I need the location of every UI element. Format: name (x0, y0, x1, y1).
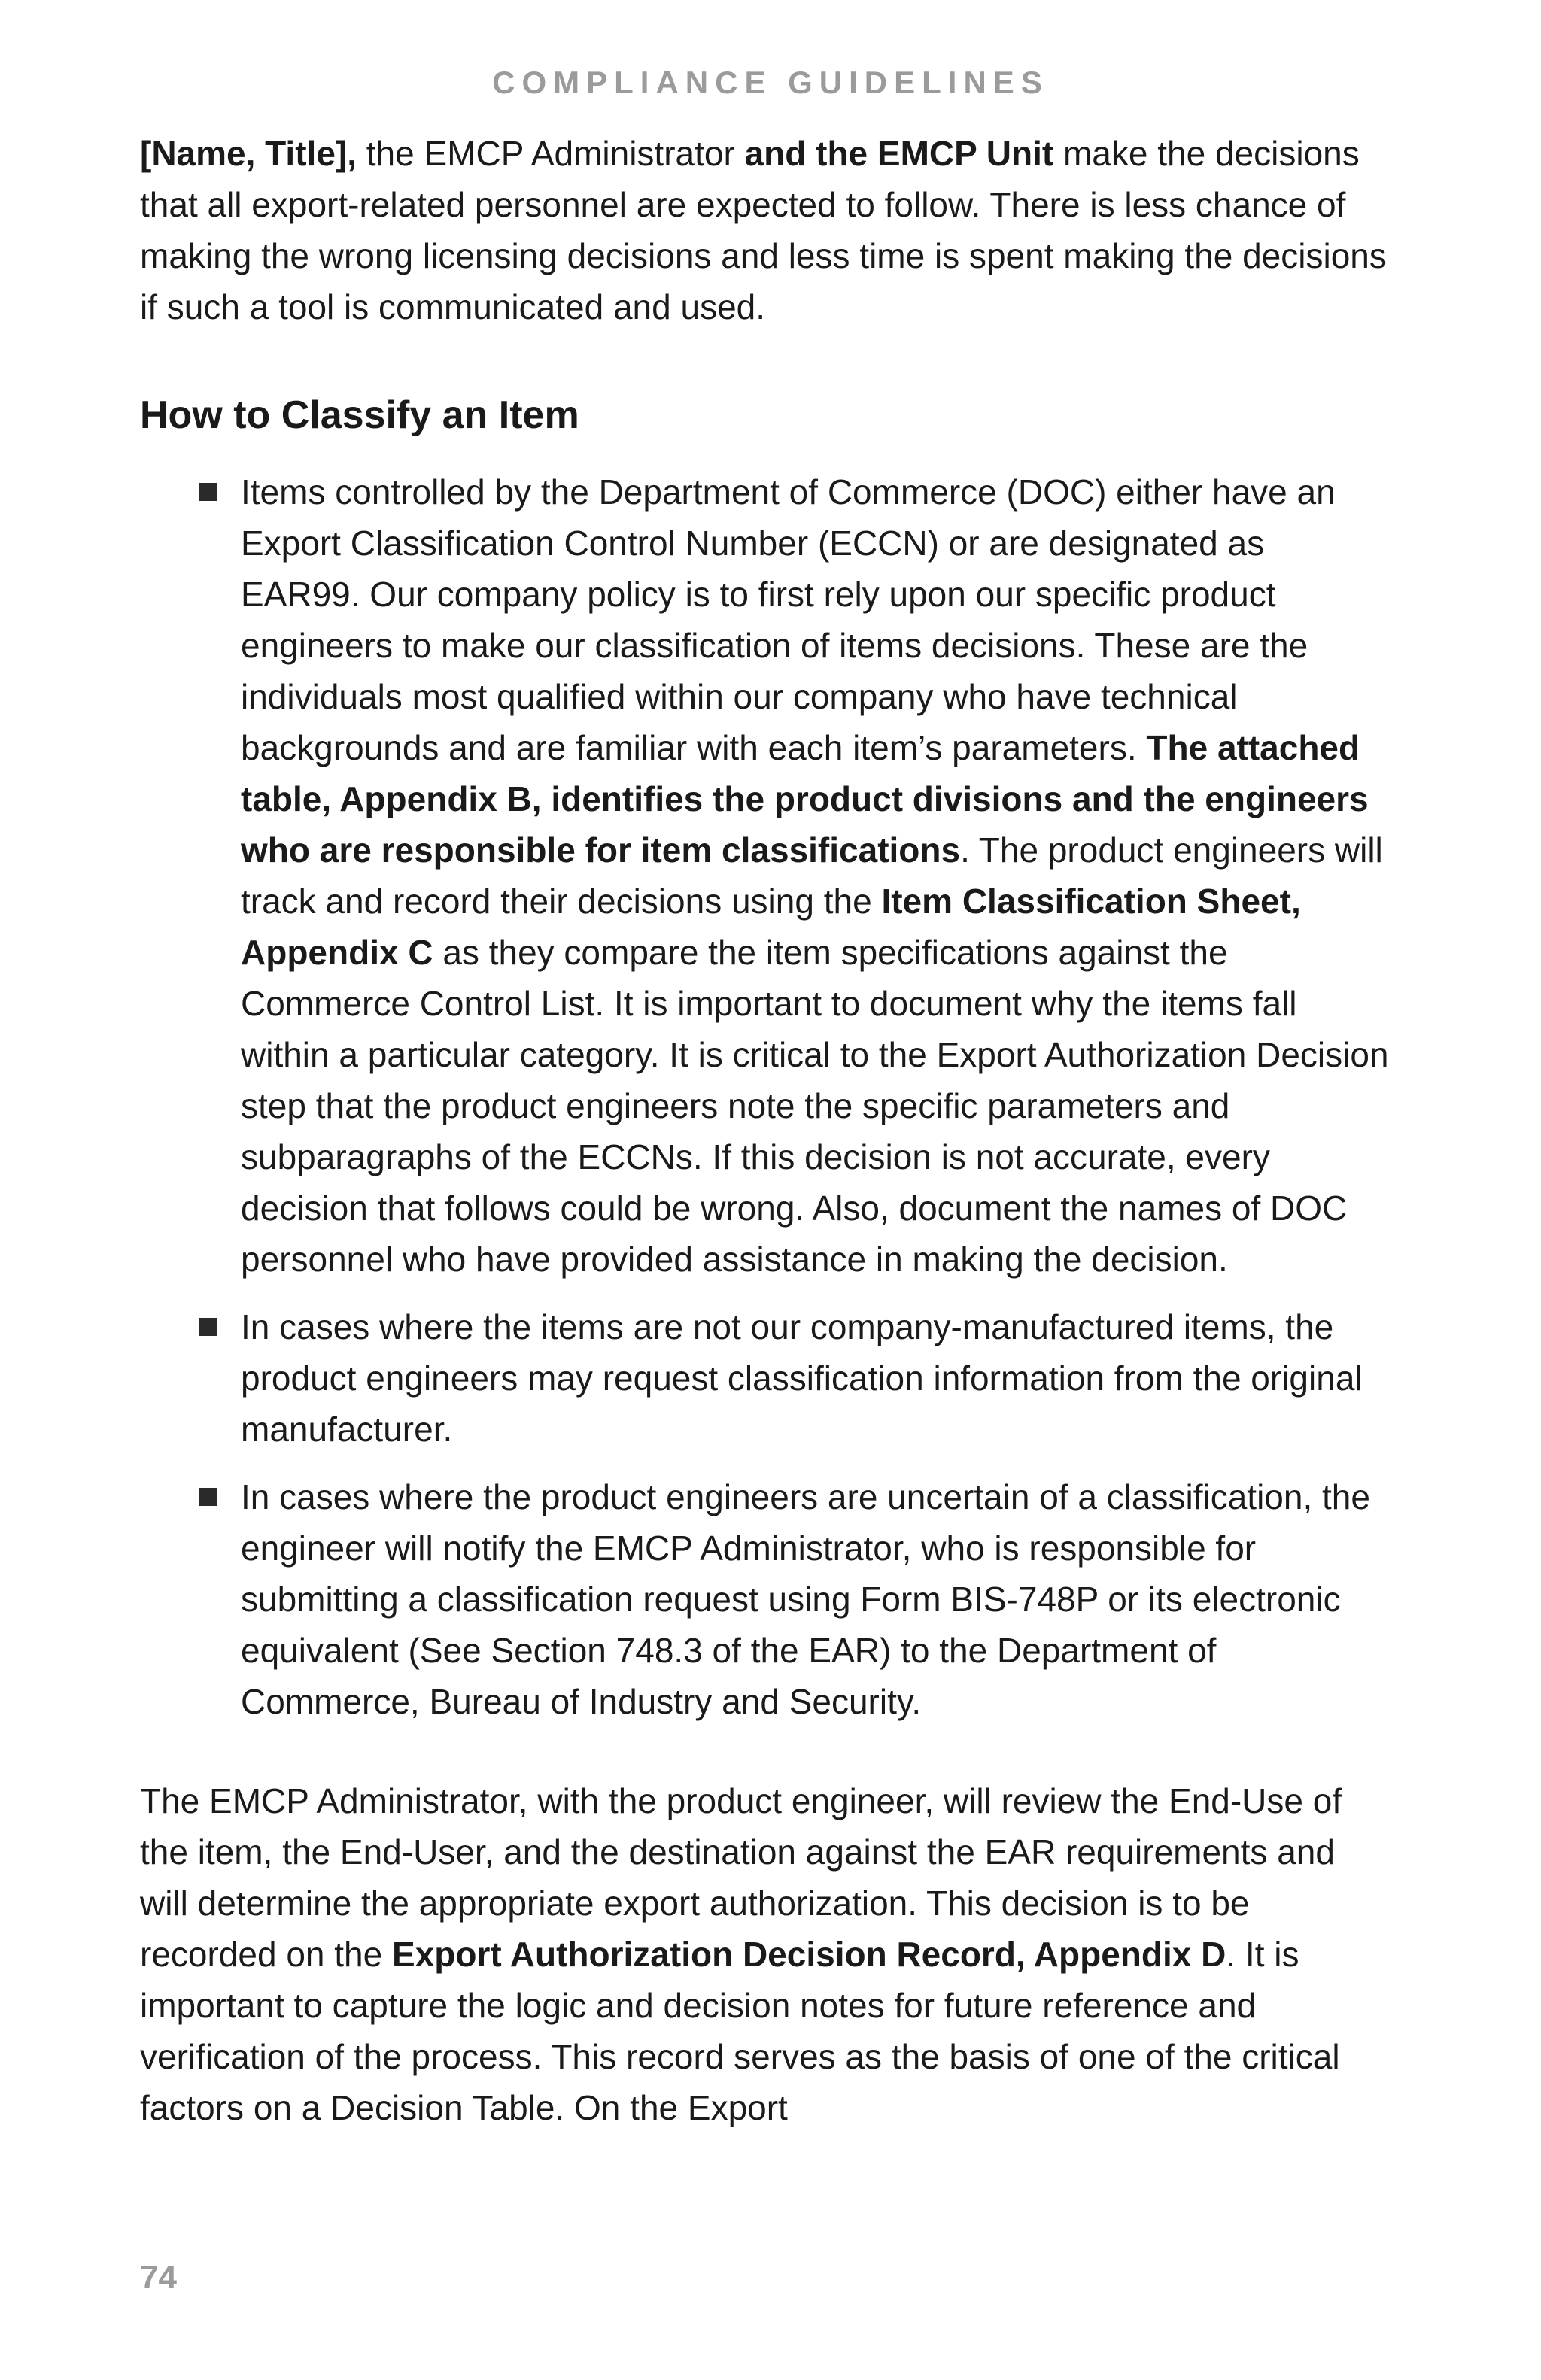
page-content (140, 128, 1389, 2133)
bullet-item-uncertain-classification (140, 1471, 1389, 1727)
page-number: 74 (140, 2259, 177, 2296)
intro-strong-name-title: [Name, Title], (140, 134, 357, 173)
intro-paragraph (140, 128, 1389, 332)
bullet-item-not-company-manufactured (140, 1301, 1389, 1455)
bullet-item-doc-controlled (140, 466, 1389, 1285)
intro-strong-emcp-unit: and the EMCP Unit (744, 134, 1054, 173)
section-heading: How to Classify an Item (140, 393, 579, 437)
bullet-1-text-3: as they compare the item specifications against the Commerce Control List. It is important to document why the items fall within a particular category. It is critical to the Export Authorization Decision step that the product engineers note the specific parameters and subparagraphs of the ECCNs. If this decision is not accurate, every decision that follows could be wrong. Also, document the names of DOC personnel who have provided assistance in making the decision. (241, 933, 1389, 1279)
bullet-1-strong-appendix-b: The attached table, Appendix B, identifies the product divisions and the engineers who are responsible for item classifications (241, 728, 1369, 870)
running-header: COMPLIANCE GUIDELINES (492, 65, 1049, 100)
square-bullet-icon (199, 483, 217, 501)
bullet-1-strong-appendix-c: Item Classification Sheet, Appendix C (241, 882, 1301, 972)
closing-text-1: The EMCP Administrator, with the product engineer, will review the End-Use of the item, the End-User, and the destination against the EAR requirements and will determine the appropriate export authorization. This decision is to be recorded on the (140, 1781, 1342, 1974)
bullet-2-text: In cases where the items are not our company-manufactured items, the product engineers may request classification information from the original manufacturer. (241, 1307, 1363, 1449)
bullet-1-text-2: . The product engineers will track and record their decisions using the (241, 830, 1383, 921)
bullet-1-text-1: Items controlled by the Department of Commerce (DOC) either have an Export Classification Control Number (ECCN) or are designated as EAR99. Our company policy is to first rely upon our specific product engineers to make our classification of items decisions. These are the individuals most qualified within our company who have technical backgrounds and are familiar with each item’s parameters. (241, 472, 1336, 767)
bullet-3-text: In cases where the product engineers are uncertain of a classification, the engineer will notify the EMCP Administrator, who is responsible for submitting a classification request using Form BIS-748P or its electronic equivalent (See Section 748.3 of the EAR) to the Department of Commerce, Bureau of Industry and Security. (241, 1477, 1370, 1721)
closing-text-2: . It is important to capture the logic and decision notes for future reference and verification of the process. This record serves as the basis of one of the critical factors on a Decision Table. On the Export (140, 1935, 1340, 2127)
square-bullet-icon (199, 1318, 217, 1336)
intro-text-1: the EMCP Administrator (357, 134, 745, 173)
square-bullet-icon (199, 1488, 217, 1506)
closing-strong-appendix-d: Export Authorization Decision Record, Appendix D (392, 1935, 1226, 1974)
closing-paragraph (140, 1775, 1389, 2133)
intro-text-2: make the decisions that all export-related personnel are expected to follow. There is less chance of making the wrong licensing decisions and less time is spent making the decisions if such a tool is communicated and used. (140, 134, 1387, 326)
bullet-list (140, 466, 1389, 1727)
